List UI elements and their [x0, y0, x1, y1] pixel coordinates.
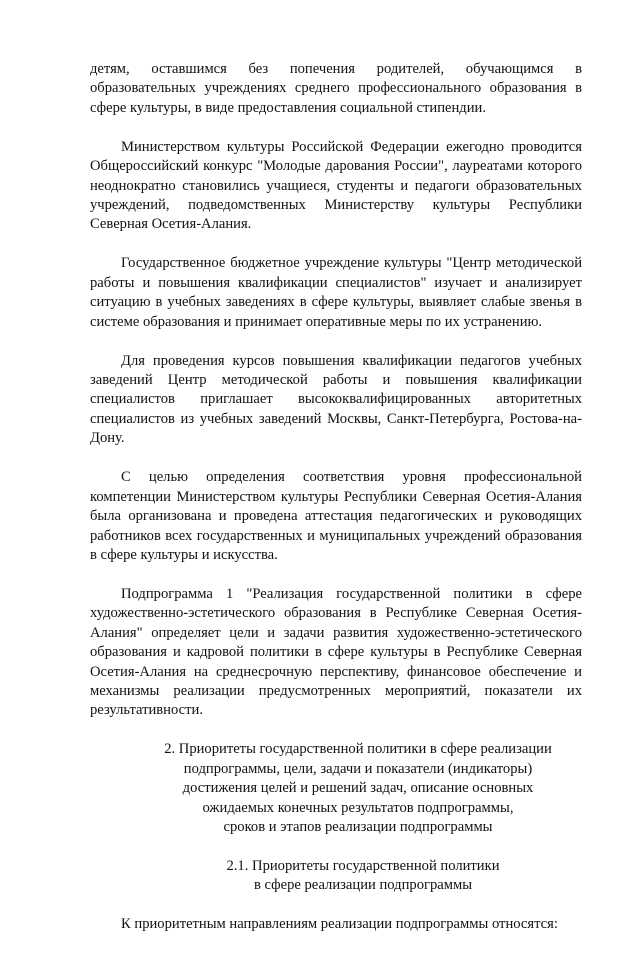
paragraph-attestation: С целью определения соответствия уровня профессиональной компетенции Министерством культуры Республики Северная Осетия-Алания была организована и проведена аттестация педагогических и руководящих работников всех государственных и муниципальных учреждений образования в сфере культуры и искусства. [90, 469, 582, 563]
paragraph-contest: Министерством культуры Российской Федерации ежегодно проводится Общероссийский конкурс "Молодые дарования России", лауреатами которого неоднократно становились учащиеся, студенты и педагоги образовательных учреждений, подведомственных Министерству культуры Республики Северная Осетия-Алания. [90, 138, 582, 233]
section-heading-2-line: ожидаемых конечных результатов подпрограммы, [202, 799, 514, 816]
paragraph-subprogram-1: Подпрограмма 1 "Реализация государственной политики в сфере художественно-эстетического образования в Республике Северная Осетия-Алания" определяет цели и задачи развития художественно-эстетического образования и кадровой политики в сфере культуры в Республике Северная Осетия-Алания на среднесрочную перспективу, финансовое обеспечение и механизмы реализации предусмотренных мероприятий, показатели их результативности. [90, 585, 582, 719]
section-heading-2 [90, 740, 582, 837]
subsection-heading-2-1 [90, 857, 582, 896]
section-heading-2-line: сроков и этапов реализации подпрограммы [223, 818, 493, 835]
subsection-heading-2-1-line: в сфере реализации подпрограммы [253, 877, 473, 894]
paragraph-social-stipend: детям, оставшимся без попечения родителей, обучающимся в образовательных учреждениях среднего профессионального образования в сфере культуры, в виде предоставления социальной стипендии. [90, 61, 582, 116]
section-heading-2-line: 2. Приоритеты государственной политики в сфере реализации [164, 741, 552, 758]
section-heading-2-line: достижения целей и решений задач, описание основных [182, 780, 534, 797]
document-page [90, 60, 582, 954]
subsection-heading-2-1-line: 2.1. Приоритеты государственной политики [226, 857, 500, 874]
paragraph-methodical-center: Государственное бюджетное учреждение культуры "Центр методической работы и повышения квалификации специалистов" изучает и анализирует ситуацию в учебных заведениях в сфере культуры, выявляет слабые звенья в системе образования и принимает оперативные меры по их устранению. [90, 255, 582, 330]
paragraph-priority-directions: К приоритетным направлениям реализации подпрограммы относятся: [121, 916, 558, 933]
paragraph-qualification-courses: Для проведения курсов повышения квалификации педагогов учебных заведений Центр методической работы и повышения квалификации специалистов приглашает высококвалифицированных авторитетных специалистов из учебных заведений Москвы, Санкт-Петербурга, Ростова-на-Дону. [90, 352, 582, 447]
section-heading-2-line: подпрограммы, цели, задачи и показатели (индикаторы) [183, 760, 533, 777]
